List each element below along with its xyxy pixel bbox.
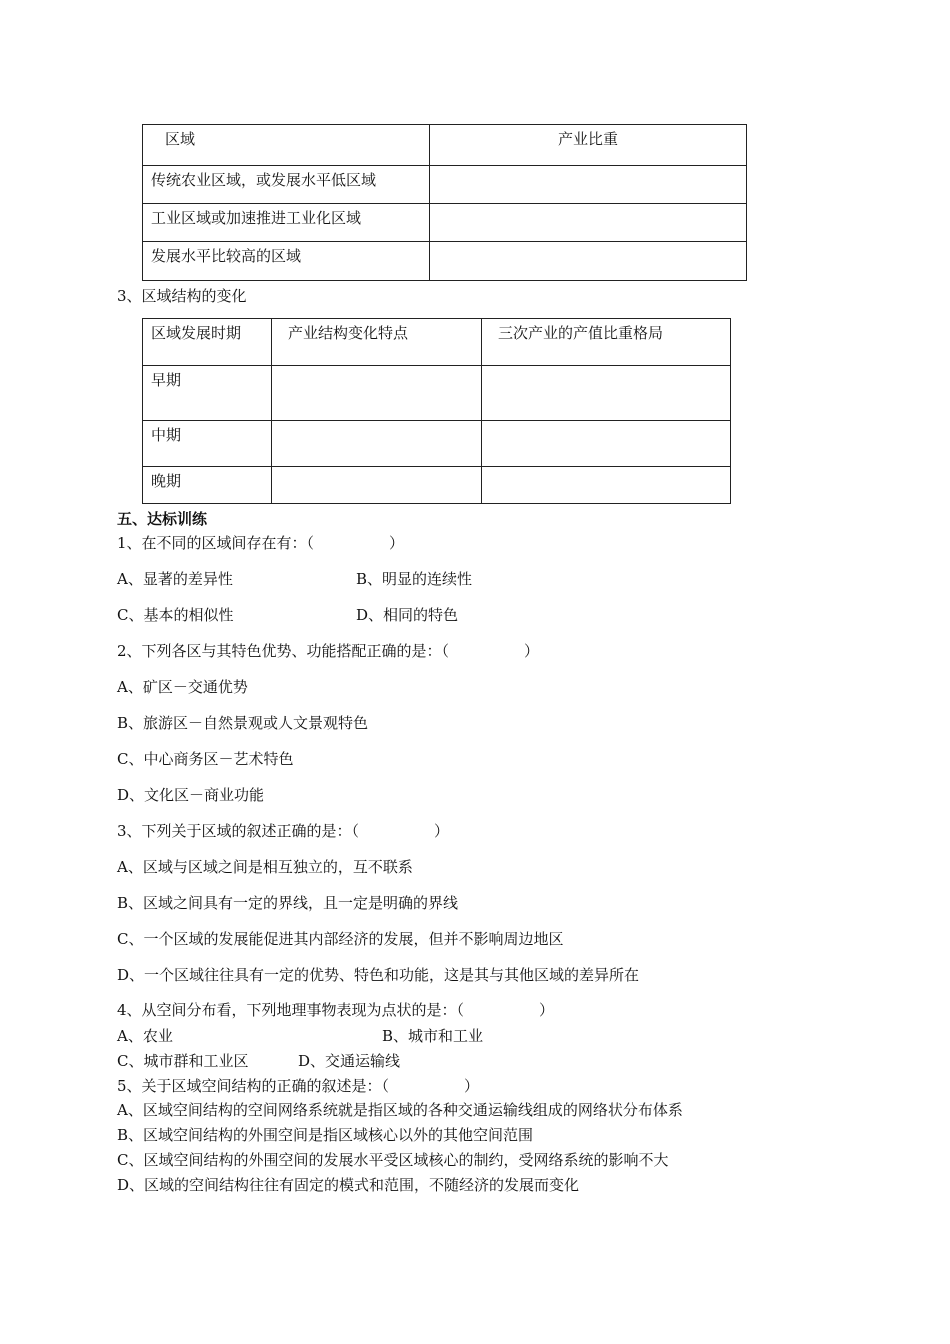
option: A、矿区－交通优势: [117, 678, 248, 696]
section-heading: 五、达标训练: [117, 510, 208, 528]
table-cell: [430, 166, 747, 204]
table-cell: 早期: [143, 366, 272, 421]
option: C、区域空间结构的外围空间的发展水平受区域核心的制约，受网络系统的影响不大: [117, 1151, 669, 1169]
option: B、城市和工业: [382, 1027, 484, 1045]
table-cell: [482, 421, 731, 467]
option: B、明显的连续性: [356, 570, 473, 588]
option: C、城市群和工业区: [117, 1052, 249, 1070]
option: C、基本的相似性: [117, 606, 234, 624]
table-cell: 工业区域或加速推进工业化区域: [143, 204, 430, 242]
table-header-cell: 产业比重: [430, 125, 747, 166]
table-cell: [482, 366, 731, 421]
question-stem: 1、在不同的区域间存在有：（ ）: [117, 534, 405, 552]
option: D、相同的特色: [356, 606, 459, 624]
question-stem: 5、关于区域空间结构的正确的叙述是：（ ）: [117, 1077, 480, 1095]
table-header-cell: 区域: [143, 125, 430, 166]
question-stem: 2、下列各区与其特色优势、功能搭配正确的是：（ ）: [117, 642, 540, 660]
section-heading: 3、区域结构的变化: [117, 287, 247, 305]
table-cell: 中期: [143, 421, 272, 467]
table-cell: 传统农业区域，或发展水平低区域: [143, 166, 430, 204]
region-structure-table: [142, 318, 731, 504]
option: C、中心商务区－艺术特色: [117, 750, 294, 768]
table-cell: [272, 421, 482, 467]
table-cell: [430, 204, 747, 242]
question-stem: 4、从空间分布看，下列地理事物表现为点状的是：（ ）: [117, 1001, 555, 1019]
option: D、交通运输线: [298, 1052, 401, 1070]
table-cell: 发展水平比较高的区域: [143, 242, 430, 281]
table-cell: [272, 467, 482, 504]
option: A、区域空间结构的空间网络系统就是指区域的各种交通运输线组成的网络状分布体系: [117, 1101, 683, 1119]
table-cell: [272, 366, 482, 421]
option: B、区域空间结构的外围空间是指区域核心以外的其他空间范围: [117, 1126, 534, 1144]
table-header-cell: 产业结构变化特点: [272, 319, 482, 366]
table-cell: [430, 242, 747, 281]
option: B、区域之间具有一定的界线，且一定是明确的界线: [117, 894, 459, 912]
option: C、一个区域的发展能促进其内部经济的发展，但并不影响周边地区: [117, 930, 564, 948]
table-cell: 晚期: [143, 467, 272, 504]
option: A、农业: [117, 1027, 173, 1045]
table-cell: [482, 467, 731, 504]
table-header-cell: 三次产业的产值比重格局: [482, 319, 731, 366]
option: D、文化区－商业功能: [117, 786, 265, 804]
option: A、区域与区域之间是相互独立的，互不联系: [117, 858, 413, 876]
option: D、一个区域往往具有一定的优势、特色和功能，这是其与其他区域的差异所在: [117, 966, 640, 984]
option: A、显著的差异性: [117, 570, 233, 588]
question-stem: 3、下列关于区域的叙述正确的是：（ ）: [117, 822, 450, 840]
table-header-cell: 区域发展时期: [143, 319, 272, 366]
option: B、旅游区－自然景观或人文景观特色: [117, 714, 369, 732]
industry-share-table: [142, 124, 747, 281]
option: D、区域的空间结构往往有固定的模式和范围，不随经济的发展而变化: [117, 1176, 580, 1194]
